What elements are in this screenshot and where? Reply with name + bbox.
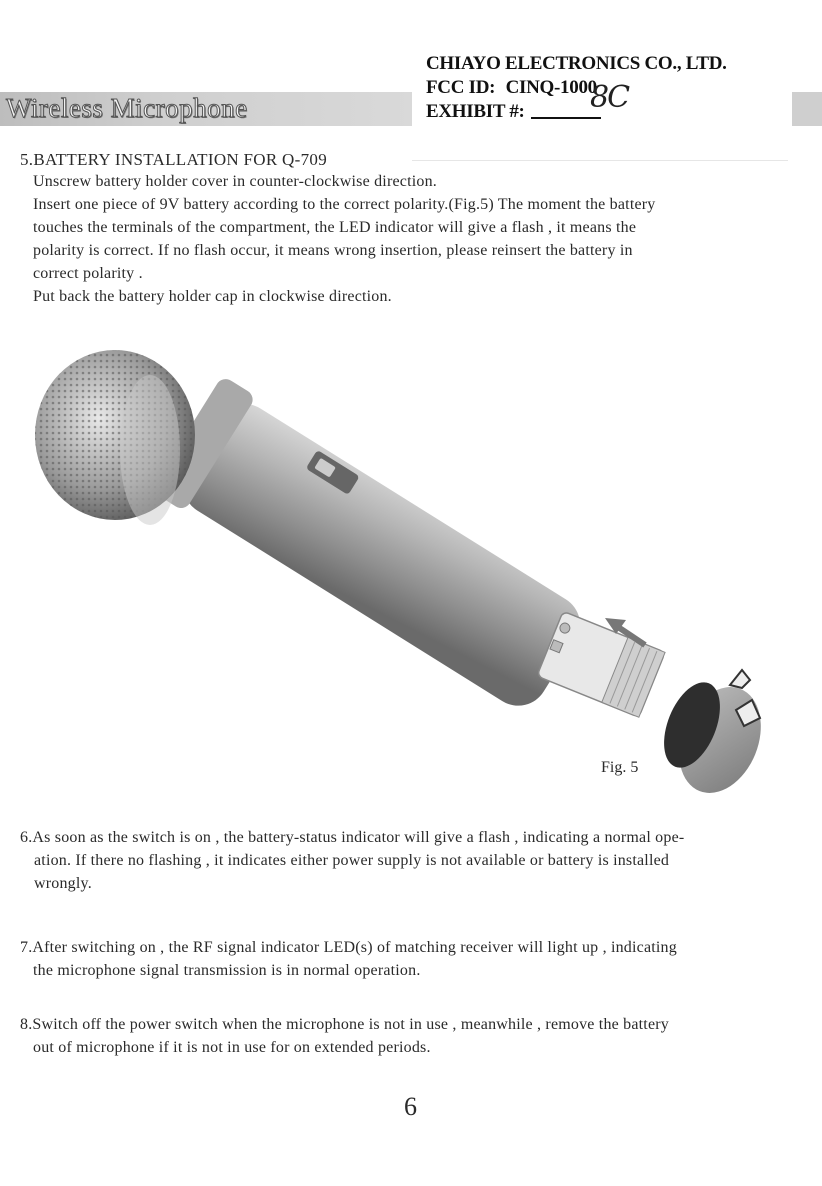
section-5-line: correct polarity . — [33, 265, 143, 282]
exhibit-underline — [531, 117, 601, 119]
section-5-line: Put back the battery holder cap in clockwise direction. — [33, 288, 392, 305]
microphone-grille — [35, 350, 195, 525]
company-header — [426, 52, 727, 124]
exhibit-label: EXHIBIT #: — [426, 101, 525, 122]
section-5-title: 5.BATTERY INSTALLATION FOR Q-709 — [20, 150, 327, 169]
battery-9v — [537, 611, 665, 717]
section-7-line: 7.After switching on , the RF signal indicator LED(s) of matching receiver will light up , indicating — [20, 939, 677, 956]
exhibit-handwritten-value: 8C — [590, 80, 629, 115]
fcc-id-line — [426, 76, 727, 100]
microphone-figure — [20, 340, 800, 820]
section-5-line: Unscrew battery holder cover in counter-clockwise direction. — [33, 173, 437, 190]
section-6-line: wrongly. — [34, 875, 92, 892]
section-5-line: touches the terminals of the compartment, the LED indicator will give a flash , it means the — [33, 219, 637, 236]
figure-caption: Fig. 5 — [601, 759, 639, 776]
divider-line — [412, 160, 788, 161]
section-6-line: 6.As soon as the switch is on , the battery-status indicator will give a flash , indicating a normal ope- — [20, 829, 685, 846]
section-8-line: 8.Switch off the power switch when the microphone is not in use , meanwhile , remove the battery — [20, 1016, 669, 1033]
exhibit-line — [426, 100, 727, 124]
battery-cap — [653, 674, 776, 805]
section-8-body — [20, 1013, 810, 1059]
fcc-id-label: FCC ID: — [426, 77, 496, 98]
section-5-line: Insert one piece of 9V battery according to the correct polarity.(Fig.5) The moment the battery — [33, 196, 656, 213]
section-8-line: out of microphone if it is not in use for on extended periods. — [33, 1039, 431, 1056]
microphone-body — [150, 375, 595, 723]
section-6-body — [20, 826, 810, 895]
section-6-line: ation. If there no flashing , it indicates either power supply is not available or battery is installed — [34, 852, 670, 869]
section-5-line: polarity is correct. If no flash occur, it means wrong insertion, please reinsert the battery in — [33, 242, 633, 259]
title-banner-right — [792, 92, 822, 126]
banner-title: Wireless Microphone — [6, 93, 248, 123]
fcc-id-value: CINQ-1000 — [505, 77, 597, 98]
section-5-body — [33, 170, 773, 308]
section-7-line: the microphone signal transmission is in normal operation. — [33, 962, 421, 979]
section-7-body — [20, 936, 810, 982]
company-name: CHIAYO ELECTRONICS CO., LTD. — [426, 53, 727, 74]
page-number: 6 — [404, 1092, 417, 1121]
